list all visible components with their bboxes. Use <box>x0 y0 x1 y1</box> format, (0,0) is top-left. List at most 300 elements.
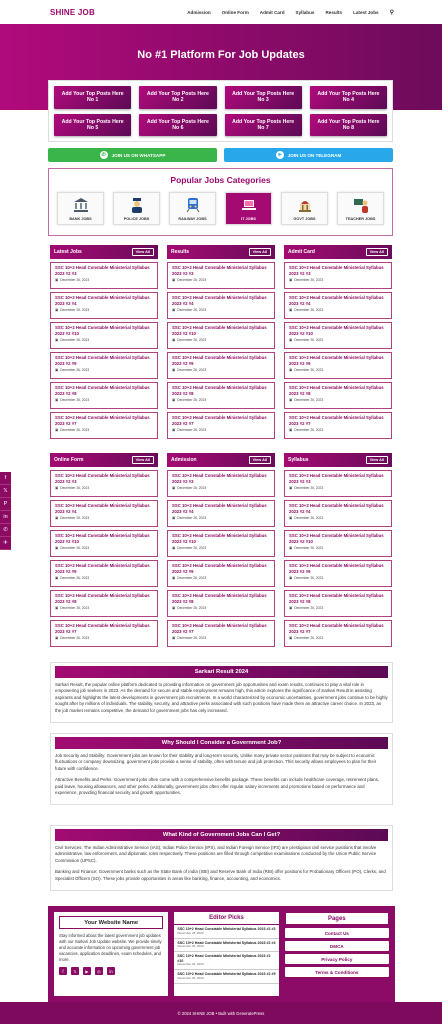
hero-title: No #1 Platform For Job Updates <box>137 49 305 61</box>
job-date-text: December 26, 2023 <box>294 485 324 490</box>
job-date <box>55 606 153 610</box>
job-title-link[interactable]: SSC 10+2 Head Constable Ministerial Syllabus 2023 #2 #10 <box>172 325 267 336</box>
job-date-text: December 26, 2023 <box>177 485 207 490</box>
article-kind-of-jobs <box>50 825 393 891</box>
job-title-link[interactable]: SSC 10+2 Head Constable Ministerial Syllabus 2023 #2 #3 <box>289 473 384 484</box>
job-title-link[interactable]: SSC 10+2 Head Constable Ministerial Syllabus 2023 #2 #9 <box>172 563 267 574</box>
job-date-text: December 26, 2023 <box>177 635 207 640</box>
site-logo[interactable]: SHINE JOB <box>50 7 95 17</box>
calendar-icon: ▣ <box>55 427 59 432</box>
calendar-icon: ▣ <box>55 545 59 550</box>
category-label: IT JOBS <box>241 217 256 221</box>
job-list-item[interactable] <box>50 590 158 617</box>
x-icon[interactable]: 𝕏 <box>71 967 79 975</box>
section-admit-card <box>284 245 392 442</box>
job-list-item[interactable] <box>284 620 392 647</box>
job-list-item[interactable] <box>284 262 392 289</box>
bank-icon <box>73 197 89 217</box>
x-icon[interactable]: 𝕏 <box>0 485 11 498</box>
job-date-text: December 26, 2023 <box>177 427 207 432</box>
calendar-icon: ▣ <box>172 635 176 640</box>
job-sections-row-2 <box>50 453 393 650</box>
job-title-link[interactable]: SSC 10+2 Head Constable Ministerial Syllabus 2023 #2 #8 <box>55 385 150 396</box>
job-date <box>172 338 270 342</box>
section-header <box>284 453 392 467</box>
main-nav <box>187 9 394 16</box>
category-label: GOVT JOBS <box>293 217 316 221</box>
job-date <box>55 428 153 432</box>
top-post-button[interactable]: Add Your Top Posts Here No 6 <box>139 114 216 137</box>
job-title-link[interactable]: SSC 10+2 Head Constable Ministerial Syllabus 2023 #2 #3 <box>289 265 384 276</box>
job-date <box>289 486 387 490</box>
article-paragraph: Attractive Benefits and Perks: Government jobs often come with a comprehensive benefits package. These benefits can include healthcare coverage, retirement plans, paid leave, housing allowances, and other perks. Additionally, government jobs often offer regular salary increments and promotions based on performance and experience, providing financial security and growth opportunities. <box>55 777 380 795</box>
job-list-item[interactable] <box>167 500 275 527</box>
section-syllabus <box>284 453 392 650</box>
view-all-button[interactable]: View All <box>366 248 388 256</box>
footer-link-contact[interactable]: Contact Us <box>285 928 389 938</box>
job-date <box>55 308 153 312</box>
job-date <box>55 546 153 550</box>
nav-results[interactable]: Results <box>325 9 343 15</box>
job-list-item[interactable] <box>284 560 392 587</box>
top-post-button[interactable]: Add Your Top Posts Here No 7 <box>225 114 302 137</box>
section-header <box>284 245 392 259</box>
editor-pick-title[interactable]: SSC 10+2 Head Constable Ministerial Syllabus 2023 #2 #3 <box>177 927 276 931</box>
footer-link-privacy[interactable]: Privacy Policy <box>285 954 389 964</box>
job-date <box>289 546 387 550</box>
section-title: Latest Jobs <box>54 249 82 255</box>
footer-link-dmca[interactable]: DMCA <box>285 941 389 951</box>
category-label: BANK JOBS <box>69 217 92 221</box>
job-list-item[interactable] <box>167 560 275 587</box>
job-title-link[interactable]: SSC 10+2 Head Constable Ministerial Syllabus 2023 #2 #3 <box>55 473 150 484</box>
section-results <box>167 245 275 442</box>
editor-pick-title[interactable]: SSC 10+2 Head Constable Ministerial Syllabus 2023 #2 #9 <box>177 972 276 977</box>
category-bank-jobs[interactable] <box>57 192 104 225</box>
calendar-icon: ▣ <box>172 545 176 550</box>
job-list-item[interactable] <box>167 590 275 617</box>
job-date-text: December 26, 2023 <box>294 397 324 402</box>
job-title-link[interactable]: SSC 10+2 Head Constable Ministerial Syllabus 2023 #2 #8 <box>289 593 384 604</box>
job-date <box>289 516 387 520</box>
job-date-text: December 26, 2023 <box>294 515 324 520</box>
nav-admit-card[interactable]: Admit Card <box>259 9 285 15</box>
top-post-button[interactable]: Add Your Top Posts Here No 2 <box>139 86 216 109</box>
calendar-icon: ▣ <box>289 367 293 372</box>
job-date-text: December 26, 2023 <box>177 337 207 342</box>
job-date-text: December 26, 2023 <box>60 575 90 580</box>
job-list-item[interactable] <box>167 382 275 409</box>
job-date-text: December 26, 2023 <box>294 545 324 550</box>
job-sections-row-1 <box>50 245 393 442</box>
job-list-item[interactable] <box>284 292 392 319</box>
editor-pick-date: December 26, 2023 <box>177 976 204 981</box>
job-date-text: December 26, 2023 <box>177 397 207 402</box>
article-why-government-job <box>50 733 393 805</box>
police-icon <box>129 197 145 217</box>
footer-editor-picks <box>174 912 278 996</box>
job-date <box>172 368 270 372</box>
section-title: Syllabus <box>288 457 309 463</box>
job-list-item[interactable] <box>167 262 275 289</box>
job-title-link[interactable]: SSC 10+2 Head Constable Ministerial Syllabus 2023 #2 #9 <box>289 355 384 366</box>
job-list-item[interactable] <box>284 590 392 617</box>
editor-picks-list <box>174 925 278 984</box>
job-title-link[interactable]: SSC 10+2 Head Constable Ministerial Syllabus 2023 #2 #7 <box>289 623 384 634</box>
job-list-item[interactable] <box>167 412 275 439</box>
calendar-icon: ▣ <box>172 307 176 312</box>
job-title-link[interactable]: SSC 10+2 Head Constable Ministerial Syllabus 2023 #2 #4 <box>55 503 150 514</box>
view-all-button[interactable]: View All <box>132 456 154 464</box>
telegram-icon[interactable]: ✈ <box>0 537 11 550</box>
calendar-icon: ▣ <box>55 367 59 372</box>
section-header <box>50 245 158 259</box>
job-date-text: December 26, 2023 <box>60 515 90 520</box>
job-date-text: December 26, 2023 <box>294 575 324 580</box>
editor-pick-date: December 26, 2023 <box>177 962 204 967</box>
category-it-jobs[interactable] <box>225 192 272 225</box>
calendar-icon: ▣ <box>172 277 176 282</box>
job-title-link[interactable]: SSC 10+2 Head Constable Ministerial Syllabus 2023 #2 #7 <box>55 623 150 634</box>
job-title-link[interactable]: SSC 10+2 Head Constable Ministerial Syllabus 2023 #2 #3 <box>172 473 267 484</box>
job-date <box>55 278 153 282</box>
job-date <box>289 338 387 342</box>
calendar-icon: ▣ <box>172 575 176 580</box>
job-list-item[interactable] <box>167 530 275 557</box>
job-date-text: December 26, 2023 <box>60 605 90 610</box>
telegram-icon: ➤ <box>277 152 282 158</box>
job-date-text: December 26, 2023 <box>294 605 324 610</box>
section-header <box>167 453 275 467</box>
job-title-link[interactable]: SSC 10+2 Head Constable Ministerial Syllabus 2023 #2 #10 <box>55 533 150 544</box>
job-date-text: December 26, 2023 <box>60 337 90 342</box>
job-date <box>172 428 270 432</box>
join-whatsapp-label: JOIN US ON WHATSAPP <box>111 152 166 158</box>
calendar-icon: ▣ <box>55 307 59 312</box>
job-list-item[interactable] <box>50 412 158 439</box>
facebook-icon[interactable]: f <box>0 472 11 485</box>
calendar-icon: ▣ <box>172 367 176 372</box>
job-list-item[interactable] <box>50 470 158 497</box>
job-title-link[interactable]: SSC 10+2 Head Constable Ministerial Syllabus 2023 #2 #9 <box>55 355 150 366</box>
job-title-link[interactable]: SSC 10+2 Head Constable Ministerial Syllabus 2023 #2 #10 <box>55 325 150 336</box>
job-list-item[interactable] <box>50 382 158 409</box>
nav-latest-jobs[interactable]: Latest Jobs <box>353 9 379 15</box>
job-date <box>289 606 387 610</box>
job-title-link[interactable]: SSC 10+2 Head Constable Ministerial Syllabus 2023 #2 #4 <box>289 295 384 306</box>
train-icon <box>185 197 201 217</box>
calendar-icon: ▣ <box>55 277 59 282</box>
search-icon[interactable]: ⚲ <box>389 9 394 16</box>
top-post-button[interactable]: Add Your Top Posts Here No 8 <box>310 114 387 137</box>
article-paragraph: Banking and Finance: Government banks such as the State Bank of India (SBI) and Reserve Bank of India (RBI) offer positions for Probationary Officers (PO), Clerks, and Specialist Officers (SO). These jobs provide opportunities in areas like banking, finance, accounting, and economics. <box>55 869 386 881</box>
editor-pick-item[interactable] <box>174 939 278 953</box>
category-label: TEACHER JOBS <box>345 217 376 221</box>
job-date <box>289 368 387 372</box>
site-header <box>0 0 442 24</box>
copyright-bar <box>0 1002 442 1024</box>
join-whatsapp-button[interactable] <box>48 148 217 162</box>
job-list-item[interactable] <box>50 352 158 379</box>
site-footer <box>48 906 395 1002</box>
job-date <box>172 546 270 550</box>
job-date <box>289 636 387 640</box>
job-title-link[interactable]: SSC 10+2 Head Constable Ministerial Syllabus 2023 #2 #8 <box>172 593 267 604</box>
calendar-icon: ▣ <box>55 575 59 580</box>
job-title-link[interactable]: SSC 10+2 Head Constable Ministerial Syllabus 2023 #2 #7 <box>172 415 267 426</box>
calendar-icon: ▣ <box>55 397 59 402</box>
calendar-icon: ▣ <box>289 485 293 490</box>
job-title-link[interactable]: SSC 10+2 Head Constable Ministerial Syllabus 2023 #2 #10 <box>289 325 384 336</box>
category-teacher-jobs[interactable] <box>337 192 384 225</box>
category-govt-jobs[interactable] <box>281 192 328 225</box>
job-date-text: December 26, 2023 <box>177 367 207 372</box>
nav-admission[interactable]: Admission <box>187 9 211 15</box>
calendar-icon: ▣ <box>55 485 59 490</box>
join-buttons <box>48 148 393 162</box>
article-paragraph: Sarkari Result, the popular online platform dedicated to providing information on government job opportunities and exam results, continues to play a vital role in empowering job seekers in 2023. As the demand for secure and stable employment remains high, this article explores the significance of Sarkari Result in assisting aspirants and highlights the latest developments in government job recruitments. In a world characterized by economic uncertainties, government jobs continue to be highly sought after by millions of individuals. The stability, security, and attractive perks associated with such positions have made them an attractive career choice. In 2023, as the job market remains competitive, the demand for government jobs has only increased. <box>55 682 388 713</box>
job-date-text: December 26, 2023 <box>60 307 90 312</box>
section-admission <box>167 453 275 650</box>
job-list-item[interactable] <box>50 620 158 647</box>
editor-picks-title: Editor Picks <box>174 912 278 925</box>
job-title-link[interactable]: SSC 10+2 Head Constable Ministerial Syllabus 2023 #2 #4 <box>172 503 267 514</box>
calendar-icon: ▣ <box>55 337 59 342</box>
job-date <box>172 486 270 490</box>
calendar-icon: ▣ <box>289 545 293 550</box>
job-list-item[interactable] <box>50 292 158 319</box>
job-date <box>172 576 270 580</box>
calendar-icon: ▣ <box>172 397 176 402</box>
job-date <box>55 516 153 520</box>
job-title-link[interactable]: SSC 10+2 Head Constable Ministerial Syllabus 2023 #2 #8 <box>289 385 384 396</box>
footer-site-title: Your Website Name <box>59 916 163 929</box>
view-all-button[interactable]: View All <box>249 248 271 256</box>
job-title-link[interactable]: SSC 10+2 Head Constable Ministerial Syllabus 2023 #2 #4 <box>289 503 384 514</box>
categories-row <box>49 192 392 225</box>
job-date-text: December 26, 2023 <box>294 367 324 372</box>
job-list-item[interactable] <box>284 352 392 379</box>
category-label: POLICE JOBS <box>123 217 150 221</box>
job-date <box>289 576 387 580</box>
job-title-link[interactable]: SSC 10+2 Head Constable Ministerial Syllabus 2023 #2 #9 <box>55 563 150 574</box>
copyright-text: © 2024 SHINE JOB • Built with GeneratePress <box>177 1010 265 1016</box>
editor-pick-date: December 26, 2023 <box>177 930 204 935</box>
job-date-text: December 26, 2023 <box>60 367 90 372</box>
job-date-text: December 26, 2023 <box>177 515 207 520</box>
job-title-link[interactable]: SSC 10+2 Head Constable Ministerial Syllabus 2023 #2 #10 <box>289 533 384 544</box>
facebook-icon[interactable]: f <box>59 967 67 975</box>
job-date <box>289 308 387 312</box>
job-list-item[interactable] <box>284 530 392 557</box>
editor-pick-date: December 26, 2023 <box>177 944 204 949</box>
editor-pick-item[interactable] <box>174 952 278 970</box>
top-post-button[interactable]: Add Your Top Posts Here No 3 <box>225 86 302 109</box>
article-title: Sarkari Result 2024 <box>55 666 388 678</box>
job-title-link[interactable]: SSC 10+2 Head Constable Ministerial Syllabus 2023 #2 #4 <box>55 295 150 306</box>
article-paragraph: Job Security and Stability: Government jobs are known for their stability and long-term security. Unlike many private sector positions that may be subject to economic fluctuations or company downsizing, government jobs provide a sense of stability, often with tenure and job protection. This security allows employees to plan for their future with confidence. <box>55 753 377 771</box>
job-list-item[interactable] <box>50 322 158 349</box>
article-paragraph: Civil Services: The Indian Administrative Service (IAS), Indian Police Service (IPS), and Indian Foreign Service (IFS) are prestigious civil service positions that involve administrative, law enforcement, and diplomatic roles respectively. These positions are filled through competitive examinations conducted by the Union Public Service Commission (UPSC). <box>55 845 377 863</box>
job-date <box>55 486 153 490</box>
job-list-item[interactable] <box>284 500 392 527</box>
section-online-form <box>50 453 158 650</box>
calendar-icon: ▣ <box>289 605 293 610</box>
calendar-icon: ▣ <box>55 605 59 610</box>
calendar-icon: ▣ <box>289 427 293 432</box>
calendar-icon: ▣ <box>55 635 59 640</box>
nav-syllabus[interactable]: Syllabus <box>295 9 315 15</box>
footer-about <box>54 912 168 996</box>
join-telegram-button[interactable] <box>224 148 393 162</box>
view-all-button[interactable]: View All <box>249 456 271 464</box>
job-list-item[interactable] <box>50 262 158 289</box>
whatsapp-icon[interactable]: ✆ <box>0 524 11 537</box>
editor-pick-item[interactable] <box>174 925 278 939</box>
top-post-button[interactable]: Add Your Top Posts Here No 4 <box>310 86 387 109</box>
job-list-item[interactable] <box>284 412 392 439</box>
job-date-text: December 26, 2023 <box>294 337 324 342</box>
editor-pick-title[interactable]: SSC 10+2 Head Constable Ministerial Syllabus 2023 #2 #4 <box>177 940 276 945</box>
view-all-button[interactable]: View All <box>132 248 154 256</box>
section-title: Results <box>171 249 190 255</box>
category-police-jobs[interactable] <box>113 192 160 225</box>
footer-link-terms[interactable]: Terms & Conditions <box>285 967 389 977</box>
job-list-item[interactable] <box>167 352 275 379</box>
article-sarkari-result <box>50 662 393 723</box>
categories-panel <box>48 168 393 236</box>
job-title-link[interactable]: SSC 10+2 Head Constable Ministerial Syllabus 2023 #2 #4 <box>172 295 267 306</box>
job-list-item[interactable] <box>284 470 392 497</box>
job-date-text: December 26, 2023 <box>177 307 207 312</box>
editor-pick-title[interactable]: SSC 10+2 Head Constable Ministerial Syllabus 2023 #2 #10 <box>177 954 271 963</box>
job-title-link[interactable]: SSC 10+2 Head Constable Ministerial Syllabus 2023 #2 #3 <box>172 265 267 276</box>
job-date-text: December 26, 2023 <box>177 545 207 550</box>
job-list-item[interactable] <box>284 322 392 349</box>
job-date <box>172 308 270 312</box>
job-date <box>55 576 153 580</box>
job-date-text: December 26, 2023 <box>294 307 324 312</box>
section-header <box>167 245 275 259</box>
job-list-item[interactable] <box>167 292 275 319</box>
section-title: Admission <box>171 457 197 463</box>
pages-title: Pages <box>285 912 389 925</box>
job-date <box>55 398 153 402</box>
calendar-icon: ▣ <box>289 575 293 580</box>
job-date <box>172 516 270 520</box>
job-title-link[interactable]: SSC 10+2 Head Constable Ministerial Syllabus 2023 #2 #7 <box>289 415 384 426</box>
job-date-text: December 26, 2023 <box>60 427 90 432</box>
job-date <box>55 636 153 640</box>
job-title-link[interactable]: SSC 10+2 Head Constable Ministerial Syllabus 2023 #2 #8 <box>55 593 150 604</box>
teacher-icon <box>353 197 369 217</box>
calendar-icon: ▣ <box>172 427 176 432</box>
section-header <box>50 453 158 467</box>
editor-pick-item[interactable] <box>174 970 278 984</box>
job-date <box>172 636 270 640</box>
calendar-icon: ▣ <box>289 307 293 312</box>
calendar-icon: ▣ <box>289 397 293 402</box>
job-date-text: December 26, 2023 <box>60 545 90 550</box>
category-label: RAILWAY JOBS <box>178 217 207 221</box>
categories-title: Popular Jobs Categories <box>170 175 271 185</box>
calendar-icon: ▣ <box>172 485 176 490</box>
job-date-text: December 26, 2023 <box>294 427 324 432</box>
job-date-text: December 26, 2023 <box>60 485 90 490</box>
top-posts-grid <box>48 80 393 142</box>
section-latest-jobs <box>50 245 158 442</box>
footer-about-text: Stay informed about the latest government job updates with our Sarkari Job Update website. We provide timely and accurate information on upcoming government job vacancies, application deadlines, exam schedules, and more. <box>59 933 162 963</box>
job-date <box>172 398 270 402</box>
pinterest-icon[interactable]: P <box>0 498 11 511</box>
youtube-icon[interactable]: ▶ <box>83 967 91 975</box>
job-title-link[interactable]: SSC 10+2 Head Constable Ministerial Syllabus 2023 #2 #9 <box>289 563 384 574</box>
linkedin-icon[interactable]: in <box>0 511 11 524</box>
job-list-item[interactable] <box>50 530 158 557</box>
job-list-item[interactable] <box>167 322 275 349</box>
job-list-item[interactable] <box>167 620 275 647</box>
calendar-icon: ▣ <box>289 337 293 342</box>
job-date-text: December 26, 2023 <box>60 635 90 640</box>
job-date <box>289 278 387 282</box>
calendar-icon: ▣ <box>289 277 293 282</box>
job-date <box>172 278 270 282</box>
government-building-icon <box>297 197 313 217</box>
job-title-link[interactable]: SSC 10+2 Head Constable Ministerial Syllabus 2023 #2 #3 <box>55 265 150 276</box>
job-date <box>55 368 153 372</box>
job-list-item[interactable] <box>50 560 158 587</box>
calendar-icon: ▣ <box>172 515 176 520</box>
footer-pages <box>285 912 389 996</box>
section-title: Admit Card <box>288 249 315 255</box>
view-all-button[interactable]: View All <box>366 456 388 464</box>
job-title-link[interactable]: SSC 10+2 Head Constable Ministerial Syllabus 2023 #2 #9 <box>172 355 267 366</box>
job-list-item[interactable] <box>284 382 392 409</box>
calendar-icon: ▣ <box>172 337 176 342</box>
job-date-text: December 26, 2023 <box>294 635 324 640</box>
job-date <box>289 398 387 402</box>
laptop-icon <box>241 197 257 217</box>
instagram-icon[interactable]: ◎ <box>95 967 103 975</box>
calendar-icon: ▣ <box>55 515 59 520</box>
job-date-text: December 26, 2023 <box>177 575 207 580</box>
calendar-icon: ▣ <box>289 515 293 520</box>
job-date <box>172 606 270 610</box>
job-date-text: December 26, 2023 <box>177 277 207 282</box>
whatsapp-icon: ✆ <box>101 152 106 158</box>
calendar-icon: ▣ <box>172 605 176 610</box>
job-date <box>289 428 387 432</box>
nav-online-form[interactable]: Online Form <box>221 9 249 15</box>
job-date-text: December 26, 2023 <box>177 605 207 610</box>
job-list-item[interactable] <box>50 500 158 527</box>
top-post-button[interactable]: Add Your Top Posts Here No 1 <box>54 86 131 109</box>
job-date-text: December 26, 2023 <box>60 277 90 282</box>
article-title: Why Should I Consider a Government Job? <box>55 737 388 749</box>
category-railway-jobs[interactable] <box>169 192 216 225</box>
linkedin-icon[interactable]: in <box>107 967 115 975</box>
job-title-link[interactable]: SSC 10+2 Head Constable Ministerial Syllabus 2023 #2 #7 <box>172 623 267 634</box>
article-title: What Kind of Government Jobs Can I Get? <box>55 829 388 841</box>
job-title-link[interactable]: SSC 10+2 Head Constable Ministerial Syllabus 2023 #2 #7 <box>55 415 150 426</box>
job-list-item[interactable] <box>167 470 275 497</box>
job-date <box>55 338 153 342</box>
job-title-link[interactable]: SSC 10+2 Head Constable Ministerial Syllabus 2023 #2 #10 <box>172 533 267 544</box>
footer-social-icons <box>59 967 163 975</box>
job-date-text: December 26, 2023 <box>60 397 90 402</box>
job-title-link[interactable]: SSC 10+2 Head Constable Ministerial Syllabus 2023 #2 #8 <box>172 385 267 396</box>
top-post-button[interactable]: Add Your Top Posts Here No 5 <box>54 114 131 137</box>
